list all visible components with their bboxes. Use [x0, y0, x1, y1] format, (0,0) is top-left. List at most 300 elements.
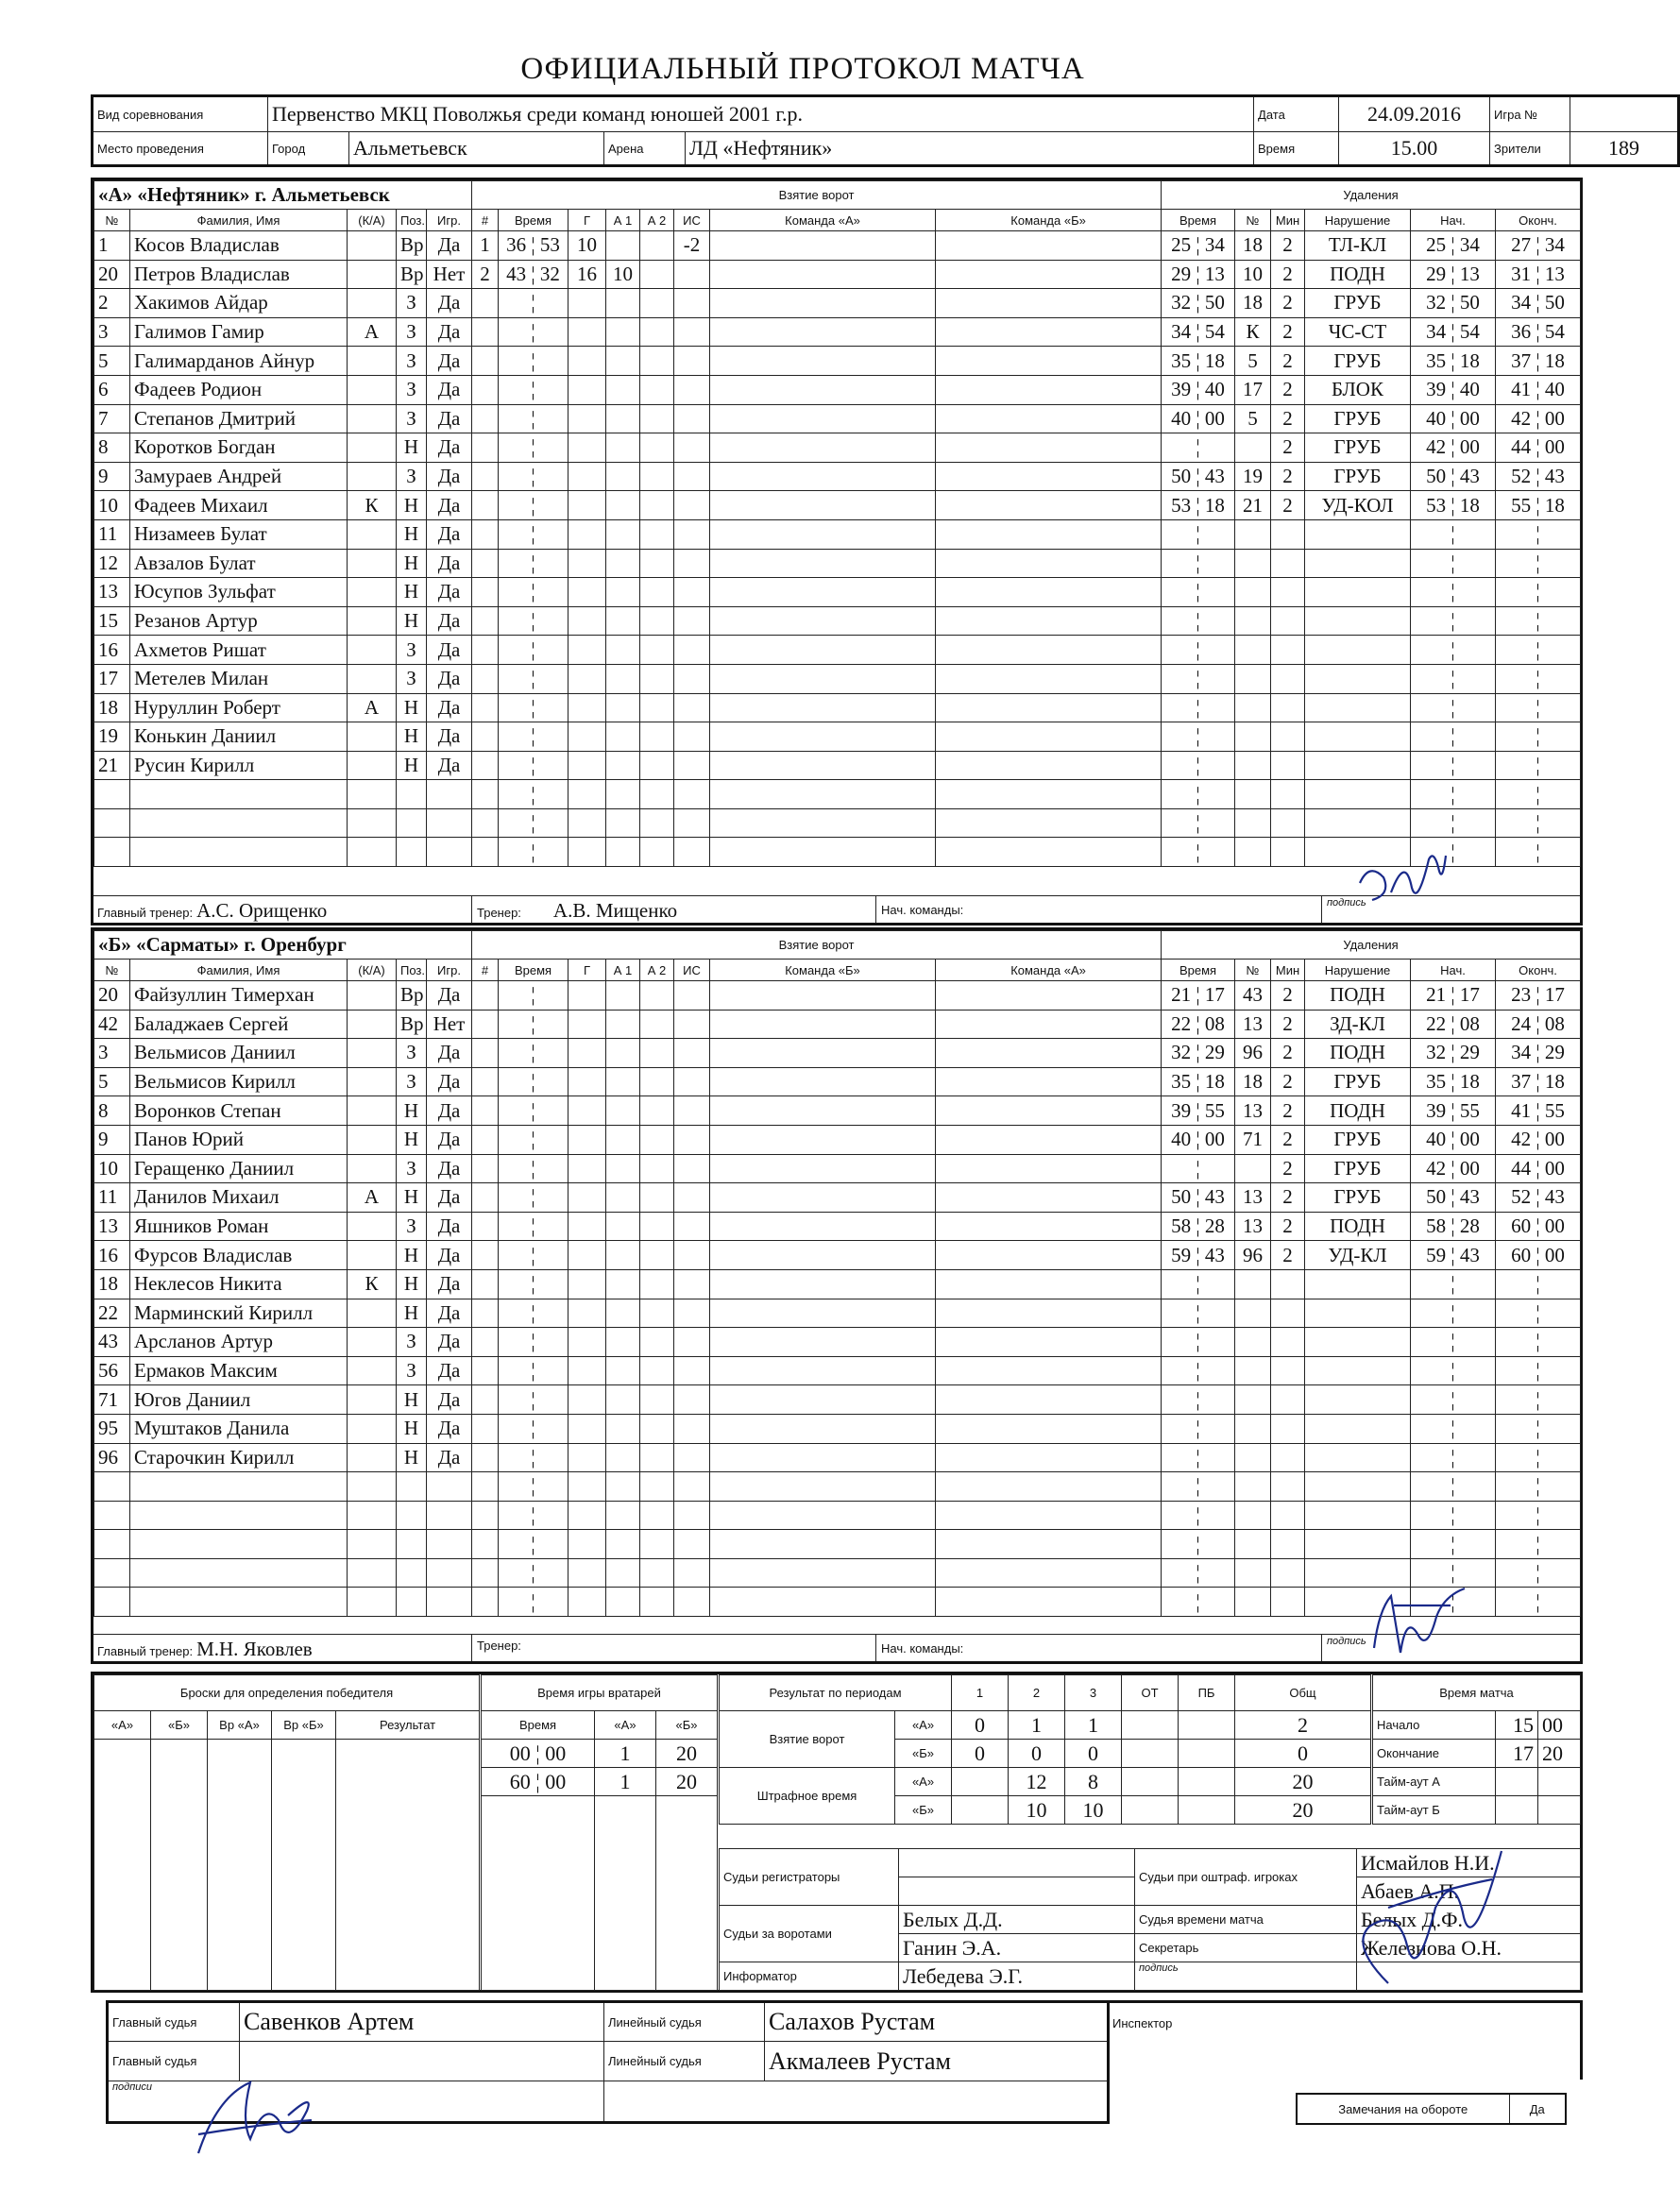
- goals-b-p1: 0: [952, 1740, 1009, 1768]
- penalty-end-min: 27: [1511, 233, 1532, 257]
- player-position: Н: [397, 1125, 427, 1154]
- player-number: 13: [94, 578, 130, 607]
- penalty-time: ¦: [1162, 606, 1235, 636]
- so-a: «А»: [94, 1711, 151, 1740]
- player-name: Ермаков Максим: [130, 1356, 348, 1385]
- period-total: Общ: [1235, 1675, 1371, 1711]
- penalty-time: ¦: [1162, 780, 1235, 809]
- penalty-end: ¦: [1496, 519, 1581, 549]
- penalty-time-sec: 50: [1204, 291, 1225, 314]
- coach-label: Тренер:: [477, 1639, 521, 1653]
- penalty-end: ¦: [1496, 838, 1581, 867]
- team-a-mark: «А»: [895, 1768, 952, 1796]
- penalty-start-min: 29: [1426, 262, 1447, 285]
- penalty-time-min: 35: [1171, 1070, 1192, 1094]
- player-name: Вельмисов Даниил: [130, 1039, 348, 1068]
- player-plays: Нет: [427, 260, 472, 289]
- col-pen-time: Время: [1162, 210, 1235, 231]
- goal-second: 32: [539, 262, 560, 285]
- penalty-violation: ГРУБ: [1305, 1183, 1411, 1213]
- player-name: Нуруллин Роберт: [130, 693, 348, 722]
- col-num: №: [94, 210, 130, 231]
- player-name: Степанов Дмитрий: [130, 404, 348, 433]
- penalty-end: 42 ¦ 00: [1496, 404, 1581, 433]
- empty-cell: ¦: [499, 1530, 568, 1559]
- penalty-time: ¦: [1162, 1414, 1235, 1443]
- goals-a-p2: 1: [1009, 1711, 1065, 1740]
- penalty-violation: ЗД-КЛ: [1305, 1010, 1411, 1039]
- penalty-end-sec: 43: [1544, 1185, 1565, 1209]
- empty-cell: ¦: [499, 606, 568, 636]
- player-name: Яшников Роман: [130, 1212, 348, 1241]
- penalty-time: 34 ¦ 54: [1162, 317, 1235, 347]
- player-name: Панов Юрий: [130, 1125, 348, 1154]
- player-number: 3: [94, 1039, 130, 1068]
- penalty-time: ¦: [1162, 751, 1235, 780]
- player-role: К: [348, 1269, 397, 1299]
- penalty-end: ¦: [1496, 606, 1581, 636]
- player-plays: Да: [427, 1269, 472, 1299]
- pim-b-p3: 10: [1065, 1796, 1122, 1825]
- goal-scorer: 10: [568, 231, 606, 261]
- penalty-minutes: 2: [1271, 433, 1305, 463]
- player-name: Марминский Кирилл: [130, 1299, 348, 1328]
- penalty-time-min: 40: [1171, 1128, 1192, 1151]
- period-3: 3: [1065, 1675, 1122, 1711]
- empty-cell: ¦: [499, 838, 568, 867]
- goal-assist-1: 10: [606, 260, 640, 289]
- col-pen-num: №: [1235, 960, 1271, 981]
- empty-cell: ¦: [499, 317, 568, 347]
- player-number: 17: [94, 664, 130, 693]
- penalty-end-min: 44: [1511, 435, 1532, 459]
- judges-goal-label: Судьи за воротами: [720, 1906, 899, 1962]
- penalty-start: ¦: [1411, 693, 1496, 722]
- penalty-time: 25 ¦ 34: [1162, 231, 1235, 261]
- penalty-end-sec: 55: [1544, 1098, 1565, 1122]
- player-name: Замураев Андрей: [130, 462, 348, 491]
- player-name: Данилов Михаил: [130, 1183, 348, 1213]
- penalty-start-min: 32: [1426, 291, 1447, 314]
- empty-cell: ¦: [499, 1212, 568, 1241]
- penalty-time-sec: 18: [1204, 493, 1225, 517]
- penalty-time: ¦: [1162, 1328, 1235, 1357]
- gk-row-a: 1: [595, 1768, 656, 1796]
- empty-cell: ¦: [499, 664, 568, 693]
- penalty-minutes: 2: [1271, 231, 1305, 261]
- penalty-start-min: 58: [1426, 1214, 1447, 1238]
- penalty-start: ¦: [1411, 606, 1496, 636]
- penalty-end-sec: 00: [1544, 406, 1565, 430]
- penalty-start: 39 ¦ 40: [1411, 375, 1496, 404]
- judge-goal-1: Белых Д.Д.: [899, 1906, 1135, 1934]
- player-position: Н: [397, 578, 427, 607]
- empty-cell: ¦: [499, 1299, 568, 1328]
- player-number: 10: [94, 1154, 130, 1183]
- player-number: 20: [94, 260, 130, 289]
- pim-b-p2: 10: [1009, 1796, 1065, 1825]
- penalty-violation: ПОДН: [1305, 1039, 1411, 1068]
- penalty-end: ¦: [1496, 693, 1581, 722]
- penalty-time: 40 ¦ 00: [1162, 404, 1235, 433]
- player-position: Н: [397, 751, 427, 780]
- penalty-violation: ПОДН: [1305, 1212, 1411, 1241]
- penalty-start: ¦: [1411, 780, 1496, 809]
- penalty-start: ¦: [1411, 664, 1496, 693]
- penalty-start: 32 ¦ 50: [1411, 289, 1496, 318]
- signature-label: подпись: [1327, 897, 1366, 909]
- penalty-time-min: 58: [1171, 1214, 1192, 1238]
- penalty-time: ¦: [1162, 433, 1235, 463]
- col-second-team: Команда «Б»: [936, 210, 1162, 231]
- penalty-start-min: 22: [1426, 1011, 1447, 1035]
- empty-cell: ¦: [499, 722, 568, 752]
- penalty-minutes: 2: [1271, 462, 1305, 491]
- penalty-time: ¦: [1162, 1558, 1235, 1588]
- goals-a-total: 2: [1235, 1711, 1371, 1740]
- team-chief-label: Нач. команды:: [881, 903, 964, 917]
- penalty-end: ¦: [1496, 1501, 1581, 1530]
- col-strength: ИС: [674, 960, 710, 981]
- player-number: 96: [94, 1443, 130, 1472]
- player-plays: Да: [427, 404, 472, 433]
- line-referee-label-2: Линейный судья: [604, 2042, 765, 2081]
- penalty-time-min: 34: [1171, 320, 1192, 344]
- penalty-player: 18: [1235, 231, 1271, 261]
- pim-label: Штрафное время: [720, 1768, 895, 1825]
- penalty-end-min: 23: [1511, 983, 1532, 1007]
- penalty-time-min: 59: [1171, 1243, 1192, 1266]
- gk-row-a: 1: [595, 1740, 656, 1768]
- penalty-violation: ПОДН: [1305, 981, 1411, 1011]
- col-play: Игр.: [427, 210, 472, 231]
- secretary: Железнова О.Н.: [1357, 1934, 1581, 1962]
- penalty-time: 32 ¦ 50: [1162, 289, 1235, 318]
- col-pen-time: Время: [1162, 960, 1235, 981]
- player-number: 13: [94, 1212, 130, 1241]
- player-position: Вр: [397, 260, 427, 289]
- main-referee-label: Главный судья: [108, 2002, 240, 2042]
- penalty-start: 29 ¦ 13: [1411, 260, 1496, 289]
- player-plays: Да: [427, 664, 472, 693]
- penalty-end: ¦: [1496, 549, 1581, 578]
- player-name: Юсупов Зульфат: [130, 578, 348, 607]
- player-position: Вр: [397, 1010, 427, 1039]
- time-judge: Белых Д.Ф.: [1357, 1906, 1581, 1934]
- penalty-start: 35 ¦ 18: [1411, 347, 1496, 376]
- player-name: Вельмисов Кирилл: [130, 1067, 348, 1096]
- penalty-player: 13: [1235, 1183, 1271, 1213]
- gk-row-time: 60 ¦ 00: [482, 1768, 595, 1796]
- empty-cell: ¦: [499, 1501, 568, 1530]
- penalty-time-min: 21: [1171, 983, 1192, 1007]
- empty-cell: ¦: [499, 462, 568, 491]
- player-position: Н: [397, 1443, 427, 1472]
- penalty-time: 39 ¦ 40: [1162, 375, 1235, 404]
- penalty-time-min: 40: [1171, 406, 1192, 430]
- penalty-start-min: 50: [1426, 465, 1447, 488]
- player-name: Галимарданов Айнур: [130, 347, 348, 376]
- player-name: Низамеев Булат: [130, 519, 348, 549]
- penalty-violation: УД-КОЛ: [1305, 491, 1411, 520]
- empty-cell: ¦: [499, 1472, 568, 1502]
- city-value: Альметьевск: [349, 132, 604, 166]
- penalty-start-sec: 18: [1459, 348, 1480, 372]
- goal-time: 36 ¦ 53: [499, 231, 568, 261]
- empty-cell: ¦: [499, 1125, 568, 1154]
- time-value: 15.00: [1339, 132, 1490, 166]
- signatures-label: подписи: [108, 2081, 604, 2123]
- team-chief-label: Нач. команды:: [881, 1641, 964, 1656]
- empty-cell: ¦: [499, 1241, 568, 1270]
- line-referee-1: Салахов Рустам: [765, 2002, 1109, 2042]
- penalty-start: ¦: [1411, 1472, 1496, 1502]
- penalty-end-min: 55: [1511, 493, 1532, 517]
- gk-row-b: 20: [656, 1768, 718, 1796]
- remarks-label: Замечания на обороте: [1297, 2094, 1509, 2124]
- penalty-start: ¦: [1411, 1269, 1496, 1299]
- penalty-end-sec: 40: [1544, 378, 1565, 401]
- penalty-end: 44 ¦ 00: [1496, 1154, 1581, 1183]
- penalty-start-sec: 00: [1459, 1128, 1480, 1151]
- penalty-start-sec: 28: [1459, 1214, 1480, 1238]
- player-name: Конькин Даниил: [130, 722, 348, 752]
- empty-cell: ¦: [499, 1328, 568, 1357]
- player-number: 16: [94, 1241, 130, 1270]
- empty-cell: ¦: [499, 780, 568, 809]
- penalty-start-min: 39: [1426, 1098, 1447, 1122]
- goal-strength: -2: [674, 231, 710, 261]
- penalty-start-sec: 00: [1459, 1156, 1480, 1180]
- player-number: 11: [94, 519, 130, 549]
- player-name: Коротков Богдан: [130, 433, 348, 463]
- penalty-minutes: 2: [1271, 981, 1305, 1011]
- penalty-end: ¦: [1496, 1443, 1581, 1472]
- empty-cell: ¦: [499, 347, 568, 376]
- empty-cell: ¦: [499, 636, 568, 665]
- team-title: «Б» «Сарматы» г. Оренбург: [94, 931, 472, 960]
- player-name: Косов Владислав: [130, 231, 348, 261]
- penalty-start: 58 ¦ 28: [1411, 1212, 1496, 1241]
- penalty-end: ¦: [1496, 1414, 1581, 1443]
- penalty-time: ¦: [1162, 1385, 1235, 1415]
- player-name: Геращенко Даниил: [130, 1154, 348, 1183]
- player-name: Воронков Степан: [130, 1096, 348, 1126]
- player-number: 8: [94, 1096, 130, 1126]
- penalty-time-min: 50: [1171, 1185, 1192, 1209]
- team-b-mark: «Б»: [895, 1740, 952, 1768]
- penalty-end: ¦: [1496, 1558, 1581, 1588]
- penalty-end-sec: 50: [1544, 291, 1565, 314]
- player-plays: Да: [427, 606, 472, 636]
- penalty-start-sec: 55: [1459, 1098, 1480, 1122]
- penalty-time: 53 ¦ 18: [1162, 491, 1235, 520]
- penalty-start: ¦: [1411, 808, 1496, 838]
- col-ka: (К/А): [348, 960, 397, 981]
- line-referee-label: Линейный судья: [604, 2002, 765, 2042]
- judge-goal-2: Ганин Э.А.: [899, 1934, 1135, 1962]
- player-plays: Да: [427, 693, 472, 722]
- empty-cell: ¦: [499, 1385, 568, 1415]
- player-number: 5: [94, 347, 130, 376]
- penalty-time-min: 39: [1171, 1098, 1192, 1122]
- player-position: З: [397, 404, 427, 433]
- gk-a: «А»: [595, 1711, 656, 1740]
- player-plays: Да: [427, 1328, 472, 1357]
- player-plays: Да: [427, 1154, 472, 1183]
- player-plays: Да: [427, 491, 472, 520]
- penalty-time-sec: 17: [1204, 983, 1225, 1007]
- penalty-end: ¦: [1496, 664, 1581, 693]
- player-number: 56: [94, 1356, 130, 1385]
- penalty-time: ¦: [1162, 1588, 1235, 1617]
- col-assist-2: А 2: [640, 210, 674, 231]
- penalty-violation: ГРУБ: [1305, 433, 1411, 463]
- penalty-time-min: 25: [1171, 233, 1192, 257]
- player-plays: Да: [427, 1067, 472, 1096]
- head-coach-label: Главный тренер:: [97, 1644, 194, 1658]
- empty-cell: ¦: [499, 1183, 568, 1213]
- player-position: Н: [397, 1385, 427, 1415]
- penalty-time-sec: 55: [1204, 1098, 1225, 1122]
- goal-minute: 36: [506, 233, 527, 257]
- penalty-minutes: 2: [1271, 1154, 1305, 1183]
- penalty-end: 42 ¦ 00: [1496, 1125, 1581, 1154]
- col-pos: Поз.: [397, 960, 427, 981]
- timeout-b-label: Тайм-аут Б: [1373, 1796, 1496, 1825]
- player-plays: Да: [427, 751, 472, 780]
- col-name: Фамилия, Имя: [130, 210, 348, 231]
- penalty-start: ¦: [1411, 1530, 1496, 1559]
- signature-label: подпись: [1135, 1962, 1357, 1991]
- pim-a-total: 20: [1235, 1768, 1371, 1796]
- player-position: Н: [397, 1414, 427, 1443]
- player-number: 42: [94, 1010, 130, 1039]
- penalty-start: 40 ¦ 00: [1411, 1125, 1496, 1154]
- penalty-player: 10: [1235, 260, 1271, 289]
- team-title: «А» «Нефтяник» г. Альметьевск: [94, 181, 472, 210]
- penalty-end: 37 ¦ 18: [1496, 1067, 1581, 1096]
- penalty-time: ¦: [1162, 1299, 1235, 1328]
- player-plays: Да: [427, 1212, 472, 1241]
- penalty-end: ¦: [1496, 751, 1581, 780]
- penalty-player: 21: [1235, 491, 1271, 520]
- arena-value: ЛД «Нефтяник»: [686, 132, 1254, 166]
- penalty-violation: ГРУБ: [1305, 404, 1411, 433]
- player-plays: Да: [427, 317, 472, 347]
- signature-team-a-icon: [1360, 856, 1446, 900]
- empty-cell: ¦: [499, 578, 568, 607]
- penalty-minutes: 2: [1271, 317, 1305, 347]
- penalty-time: ¦: [1162, 664, 1235, 693]
- penalty-end-min: 37: [1511, 1070, 1532, 1094]
- player-plays: Да: [427, 1241, 472, 1270]
- col-pen-min: Мин: [1271, 960, 1305, 981]
- penalty-player: 17: [1235, 375, 1271, 404]
- penalty-end-sec: 43: [1544, 465, 1565, 488]
- empty-cell: ¦: [499, 404, 568, 433]
- penalty-start: 22 ¦ 08: [1411, 1010, 1496, 1039]
- penalty-end: 23 ¦ 17: [1496, 981, 1581, 1011]
- secretary-label: Секретарь: [1135, 1934, 1357, 1962]
- penalty-start: 42 ¦ 00: [1411, 433, 1496, 463]
- penalty-start: ¦: [1411, 549, 1496, 578]
- end-minute: 20: [1538, 1740, 1581, 1768]
- player-name: Хакимов Айдар: [130, 289, 348, 318]
- penalty-violation: БЛОК: [1305, 375, 1411, 404]
- penalty-end: ¦: [1496, 780, 1581, 809]
- end-label: Окончание: [1373, 1740, 1496, 1768]
- date-label: Дата: [1254, 96, 1339, 132]
- penalty-time-min: 22: [1171, 1011, 1192, 1035]
- goals-label: Взятие ворот: [720, 1711, 895, 1768]
- penalty-end-sec: 29: [1544, 1041, 1565, 1064]
- penalty-start-min: 35: [1426, 348, 1447, 372]
- player-number: 12: [94, 549, 130, 578]
- player-name: Баладжаев Сергей: [130, 1010, 348, 1039]
- penalty-minutes: 2: [1271, 1125, 1305, 1154]
- player-number: 10: [94, 491, 130, 520]
- empty-cell: ¦: [499, 808, 568, 838]
- player-role: А: [348, 693, 397, 722]
- penalty-start: 59 ¦ 43: [1411, 1241, 1496, 1270]
- goals-b-p3: 0: [1065, 1740, 1122, 1768]
- penalty-end: ¦: [1496, 808, 1581, 838]
- penalty-start-min: 40: [1426, 406, 1447, 430]
- penalty-violation: ГРУБ: [1305, 347, 1411, 376]
- player-plays: Да: [427, 462, 472, 491]
- penalty-end: 36 ¦ 54: [1496, 317, 1581, 347]
- player-plays: Да: [427, 289, 472, 318]
- penalty-end: 24 ¦ 08: [1496, 1010, 1581, 1039]
- player-position: Вр: [397, 231, 427, 261]
- player-number: 3: [94, 317, 130, 347]
- penalty-end: 44 ¦ 00: [1496, 433, 1581, 463]
- empty-cell: ¦: [499, 1039, 568, 1068]
- empty-cell: ¦: [499, 751, 568, 780]
- empty-cell: ¦: [499, 1558, 568, 1588]
- signature-label: подпись: [1327, 1636, 1366, 1647]
- penalty-end-min: 42: [1511, 406, 1532, 430]
- penalty-minutes: 2: [1271, 404, 1305, 433]
- penalty-minutes: 2: [1271, 1010, 1305, 1039]
- period-1: 1: [952, 1675, 1009, 1711]
- penalty-time-sec: 43: [1204, 465, 1225, 488]
- penalty-start: ¦: [1411, 1299, 1496, 1328]
- penalty-player: 96: [1235, 1039, 1271, 1068]
- penalty-violation: ЧС-СТ: [1305, 317, 1411, 347]
- player-number: 6: [94, 375, 130, 404]
- period-ot: ОТ: [1122, 1675, 1179, 1711]
- arena-label: Арена: [604, 132, 686, 166]
- shootout-label: Броски для определения победителя: [94, 1675, 480, 1711]
- player-position: Н: [397, 433, 427, 463]
- penalty-end-sec: 34: [1544, 233, 1565, 257]
- player-name: Резанов Артур: [130, 606, 348, 636]
- head-coach-name: А.С. Орищенко: [196, 899, 328, 922]
- col-pen-min: Мин: [1271, 210, 1305, 231]
- empty-cell: ¦: [499, 519, 568, 549]
- goals-b-total: 0: [1235, 1740, 1371, 1768]
- time-label: Время: [1254, 132, 1339, 166]
- pim-a-p2: 12: [1009, 1768, 1065, 1796]
- player-name: Неклесов Никита: [130, 1269, 348, 1299]
- player-name: Фадеев Родион: [130, 375, 348, 404]
- penalty-start-min: 39: [1426, 378, 1447, 401]
- penalty-time-min: 29: [1171, 262, 1192, 285]
- head-coach-name: М.Н. Яковлев: [196, 1638, 313, 1660]
- col-first-team: Команда «А»: [710, 210, 936, 231]
